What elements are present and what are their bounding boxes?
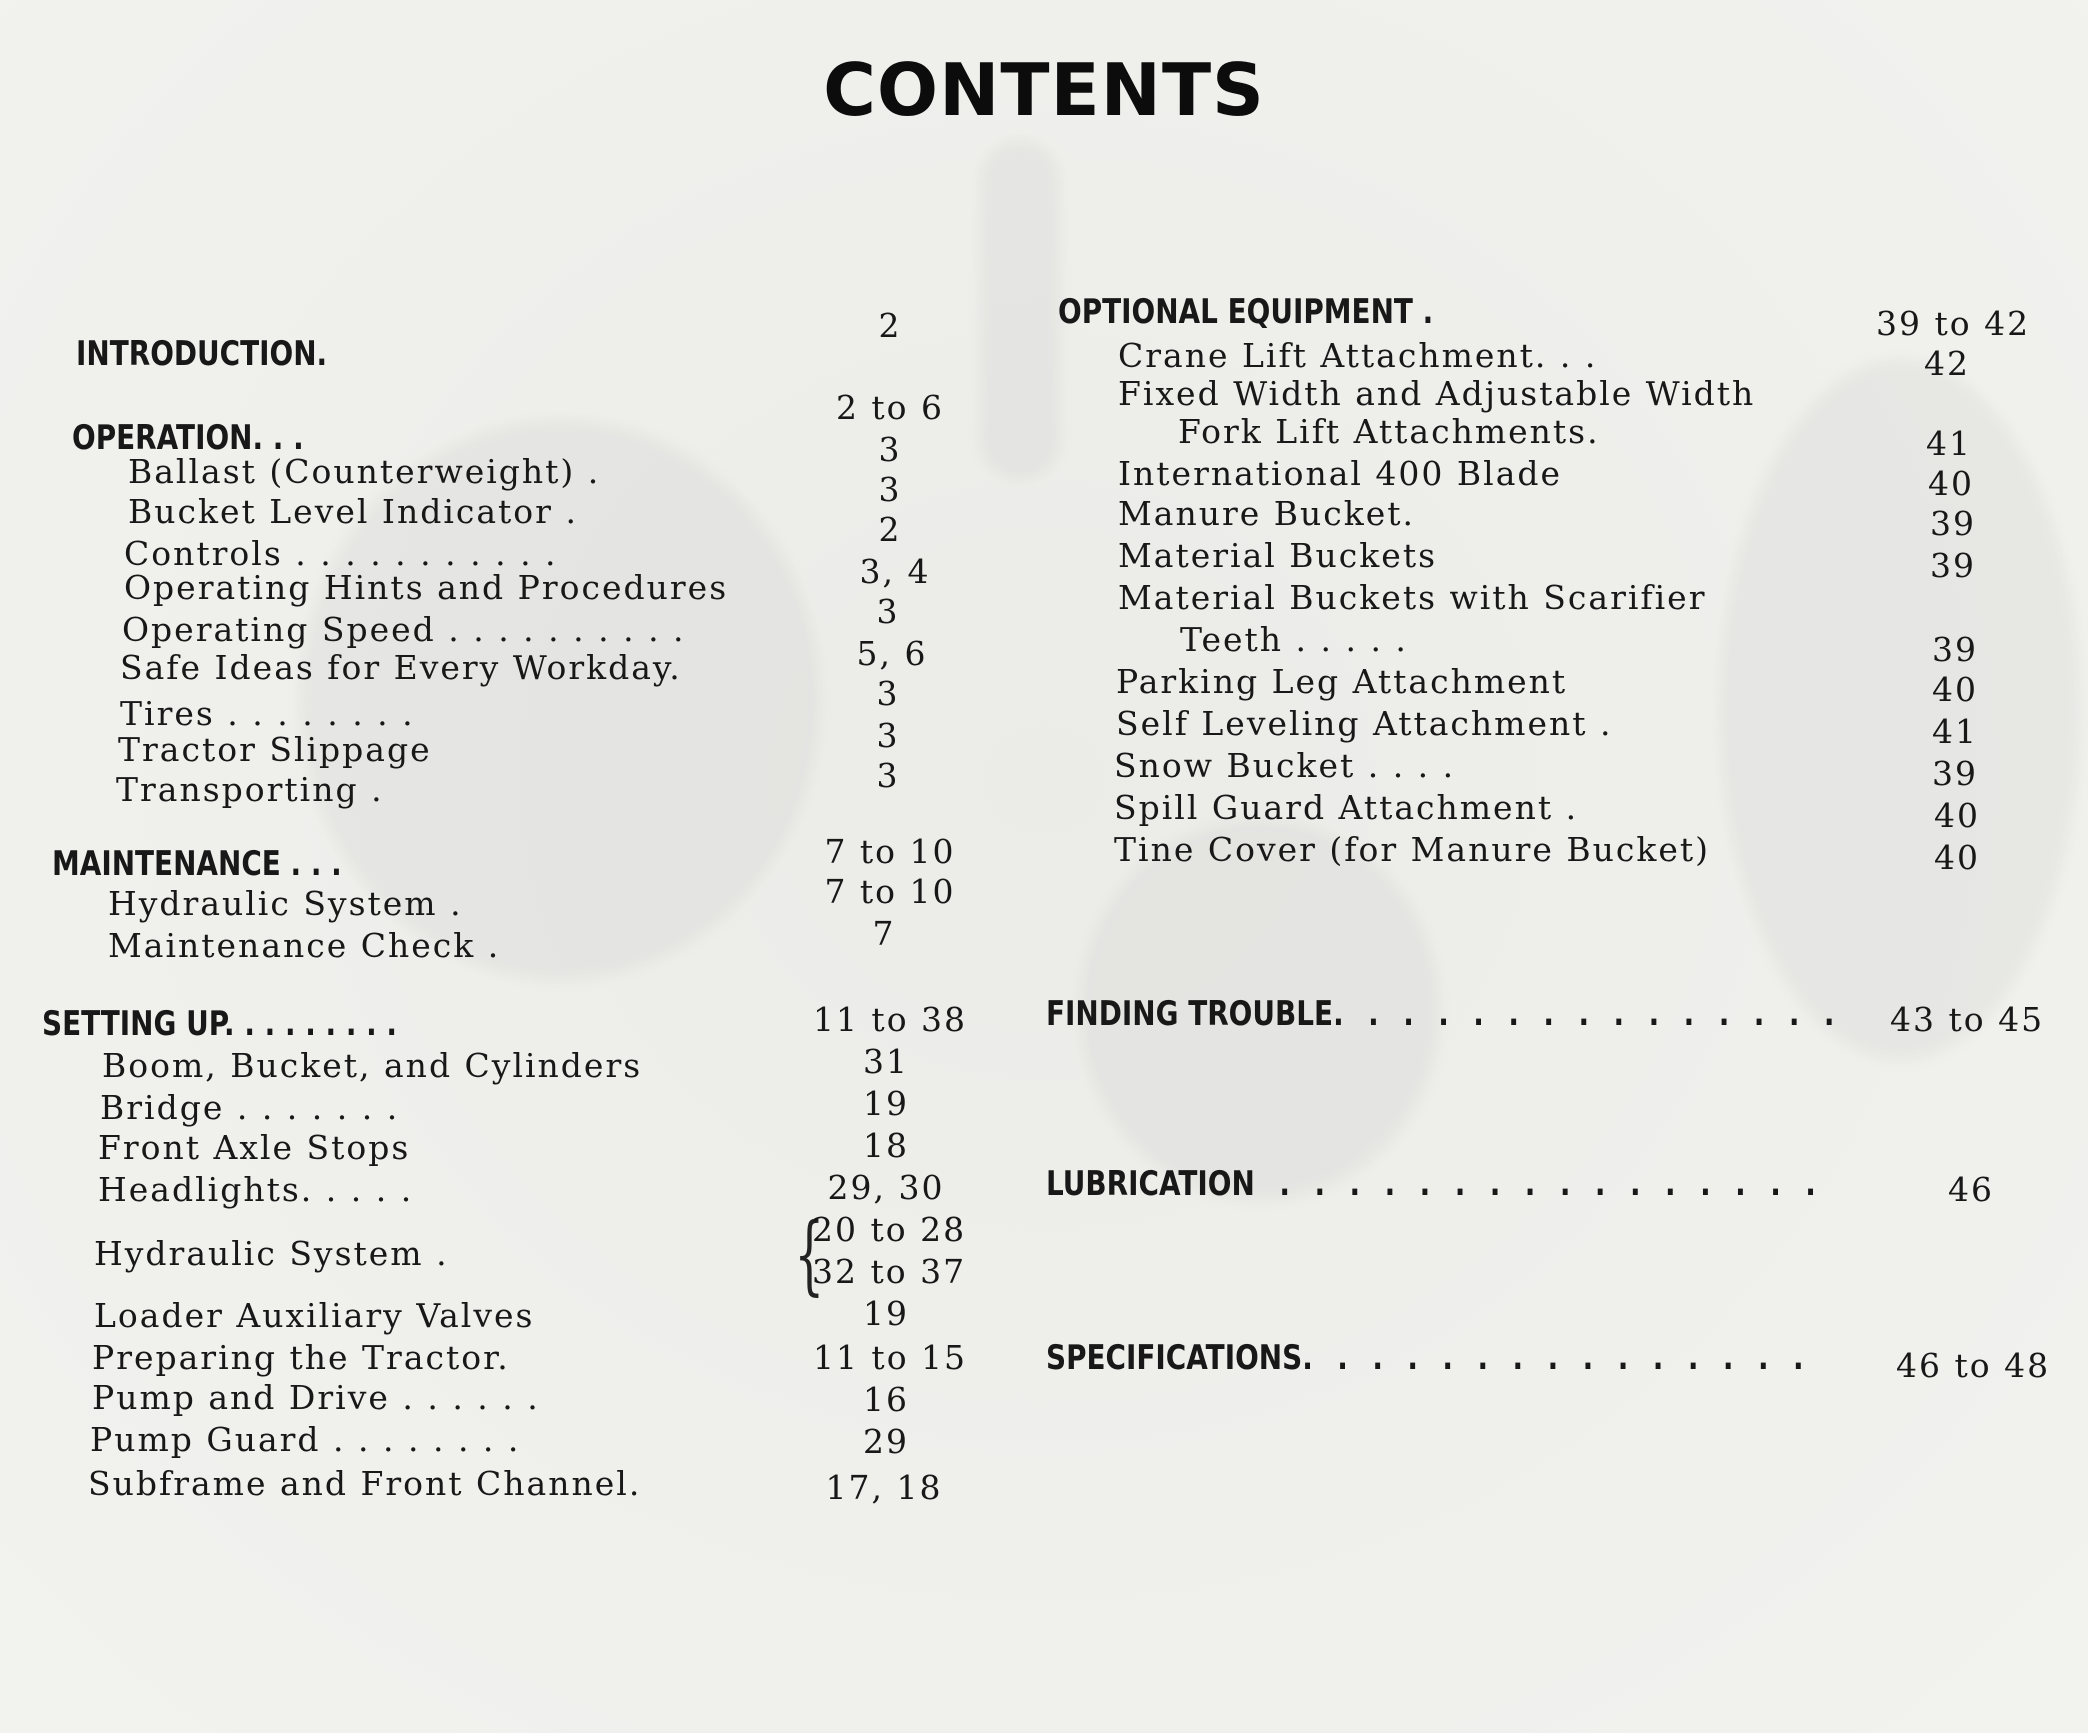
toc-page-number: 7 to 10	[824, 872, 956, 911]
toc-section-maintenance[interactable]: MAINTENANCE . . .	[52, 844, 342, 884]
toc-item[interactable]: Teeth . . . . .	[1180, 620, 1408, 659]
toc-page-number: 39	[1930, 546, 1976, 585]
toc-page-number: 46 to 48	[1896, 1346, 2051, 1385]
toc-item[interactable]: Fixed Width and Adjustable Width	[1118, 374, 1756, 413]
toc-page-number: 29	[863, 1422, 909, 1461]
watermark-illustration	[980, 140, 1060, 480]
toc-page-number: 3	[876, 716, 900, 755]
toc-page-number: 3	[876, 756, 900, 795]
toc-page-number: 43 to 45	[1890, 1000, 2045, 1039]
toc-item[interactable]: Subframe and Front Channel.	[88, 1464, 642, 1503]
toc-page-number: 2 to 6	[835, 388, 945, 427]
leader-dots: . . . . . . . . . . . . . . . .	[1279, 1164, 1824, 1204]
toc-page-number: 41	[1932, 712, 1978, 751]
toc-section-operation[interactable]: OPERATION. . .	[72, 418, 304, 458]
toc-page-number: 5, 6	[856, 634, 928, 673]
toc-item[interactable]: Snow Bucket . . . .	[1114, 746, 1456, 785]
toc-item[interactable]: Ballast (Counterweight) .	[128, 452, 601, 491]
toc-page-number: 40	[1934, 796, 1980, 835]
leader-dots: . . . . . . . . . . . . . . .	[1302, 1338, 1811, 1378]
toc-page-number: 17, 18	[825, 1468, 943, 1507]
toc-item[interactable]: Operating Speed . . . . . . . . . .	[122, 610, 686, 649]
toc-item[interactable]: Controls . . . . . . . . . . .	[124, 534, 558, 573]
toc-page-number: 19	[863, 1084, 909, 1123]
toc-page-number: 3, 4	[859, 552, 931, 591]
toc-item[interactable]: Tine Cover (for Manure Bucket)	[1114, 830, 1711, 869]
toc-page-number: 39	[1932, 630, 1978, 669]
toc-item[interactable]: Material Buckets with Scarifier	[1118, 578, 1707, 617]
toc-page-number: 42	[1924, 344, 1970, 383]
toc-page-number: 19	[863, 1294, 909, 1333]
toc-page-number: 2	[878, 306, 902, 345]
toc-section-specifications[interactable]	[1046, 1338, 1811, 1378]
toc-page-number: 41	[1926, 424, 1972, 463]
toc-item[interactable]: Material Buckets	[1118, 536, 1438, 575]
section-label: LUBRICATION	[1046, 1164, 1255, 1204]
toc-item[interactable]: Front Axle Stops	[98, 1128, 411, 1167]
toc-page-number: 40	[1928, 464, 1974, 503]
toc-page-number: 39	[1930, 504, 1976, 543]
toc-page-number: 7	[872, 914, 896, 953]
toc-page-number: 20 to 28	[812, 1210, 967, 1249]
toc-page-number: 29, 30	[827, 1168, 945, 1207]
toc-item[interactable]: Spill Guard Attachment .	[1114, 788, 1579, 827]
toc-item[interactable]: Self Leveling Attachment .	[1116, 704, 1613, 743]
toc-page-number: 18	[863, 1126, 909, 1165]
page-title: CONTENTS	[823, 48, 1265, 132]
toc-page-number: 31	[863, 1042, 909, 1081]
toc-page-number: 3	[878, 430, 902, 469]
leader-dots: . . . . . . . . . . . . . . .	[1333, 994, 1842, 1034]
toc-item[interactable]: Hydraulic System .	[94, 1234, 449, 1273]
toc-item[interactable]: Operating Hints and Procedures	[124, 568, 729, 607]
toc-page-number: 11 to 15	[812, 1338, 968, 1377]
toc-page-number: 39	[1932, 754, 1978, 793]
toc-item[interactable]: Parking Leg Attachment	[1116, 662, 1568, 701]
toc-item[interactable]: Bucket Level Indicator .	[128, 492, 578, 531]
toc-section-optional-equipment[interactable]: OPTIONAL EQUIPMENT .	[1058, 292, 1434, 332]
toc-page-number: 40	[1934, 838, 1980, 877]
toc-page-number: 40	[1932, 670, 1978, 709]
toc-page-number: 2	[878, 510, 902, 549]
toc-item[interactable]: International 400 Blade	[1118, 454, 1563, 493]
toc-item[interactable]: Headlights. . . . .	[98, 1170, 414, 1209]
toc-item[interactable]: Bridge . . . . . . .	[100, 1088, 400, 1127]
toc-item[interactable]: Crane Lift Attachment. . .	[1118, 336, 1598, 375]
section-label: FINDING TROUBLE	[1046, 994, 1334, 1034]
toc-item[interactable]: Boom, Bucket, and Cylinders	[102, 1046, 643, 1085]
toc-item[interactable]: Maintenance Check .	[108, 926, 501, 965]
toc-page-number: 3	[876, 674, 900, 713]
toc-item[interactable]: Fork Lift Attachments.	[1178, 412, 1600, 451]
toc-page-number: 32 to 37	[812, 1252, 967, 1291]
toc-section-lubrication[interactable]	[1046, 1164, 1823, 1204]
toc-item[interactable]: Tires . . . . . . . .	[120, 694, 415, 733]
toc-item[interactable]: Safe Ideas for Every Workday.	[120, 648, 682, 687]
toc-page-number: 3	[876, 592, 900, 631]
toc-section-setting-up[interactable]: SETTING UP. . . . . . . . .	[42, 1004, 398, 1044]
toc-item[interactable]: Hydraulic System .	[108, 884, 463, 923]
toc-item[interactable]: Preparing the Tractor.	[92, 1338, 510, 1377]
section-label: SPECIFICATIONS	[1046, 1338, 1303, 1378]
toc-section-finding-trouble[interactable]	[1046, 994, 1842, 1034]
toc-page-number: 3	[878, 470, 902, 509]
toc-item[interactable]: Manure Bucket.	[1118, 494, 1416, 533]
toc-item[interactable]: Tractor Slippage	[118, 730, 432, 769]
toc-item[interactable]: Pump and Drive . . . . . .	[92, 1378, 540, 1417]
toc-item[interactable]: Transporting .	[116, 770, 384, 809]
toc-page-number: 7 to 10	[824, 832, 956, 871]
toc-page-number: 39 to 42	[1876, 304, 2031, 343]
toc-page-number: 11 to 38	[812, 1000, 968, 1039]
toc-section-introduction[interactable]: INTRODUCTION.	[76, 334, 328, 374]
toc-item[interactable]: Pump Guard . . . . . . . .	[90, 1420, 521, 1459]
toc-page-number: 46	[1948, 1170, 1994, 1209]
watermark-illustration	[1720, 360, 2080, 1060]
toc-item[interactable]: Loader Auxiliary Valves	[94, 1296, 535, 1335]
brace-glyph: {	[794, 1205, 825, 1305]
toc-page-number: 16	[863, 1380, 909, 1419]
